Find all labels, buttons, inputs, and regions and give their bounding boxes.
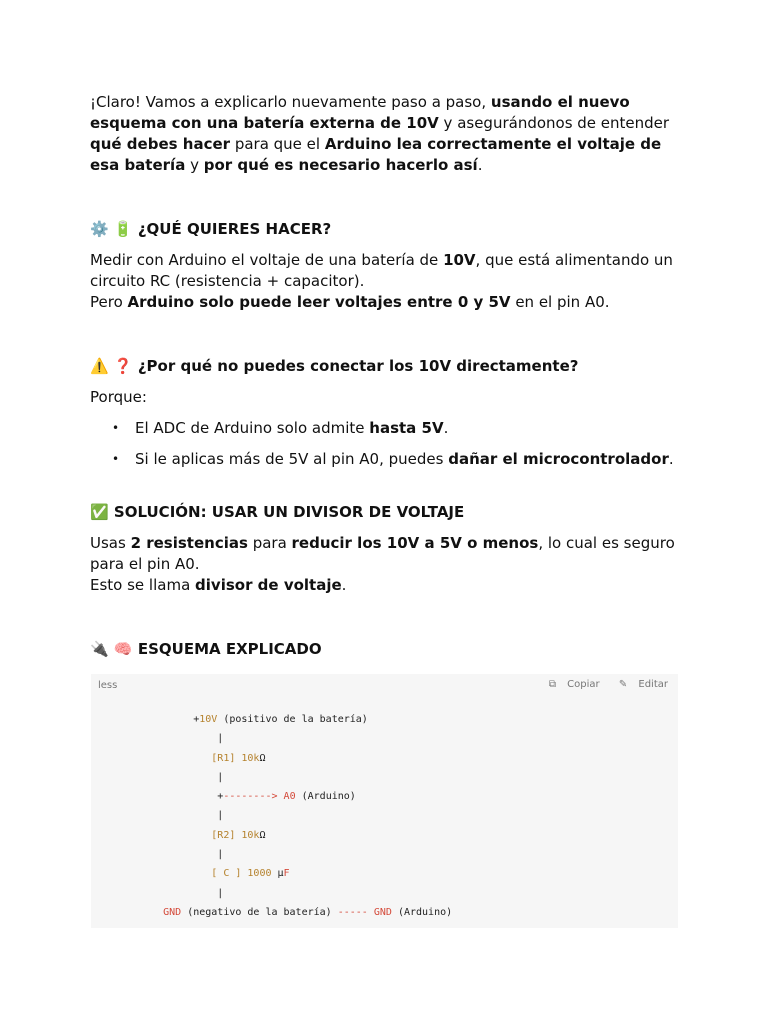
paragraph bbox=[90, 292, 680, 313]
text: en el pin A0. bbox=[510, 293, 610, 311]
text: Usas bbox=[90, 534, 131, 552]
code-token: 10k bbox=[241, 752, 260, 764]
code-token: | bbox=[193, 887, 224, 899]
code-token: | bbox=[193, 810, 224, 822]
code-token: (Arduino) bbox=[391, 906, 453, 918]
brain-icon: 🧠 bbox=[113, 640, 133, 658]
check-icon: ✅ bbox=[90, 503, 109, 521]
copy-icon: ⧉ bbox=[548, 679, 556, 690]
code-token: μ bbox=[271, 868, 284, 880]
section-heading-schema bbox=[90, 638, 680, 660]
code-block bbox=[91, 674, 678, 928]
bold-text: dañar el microcontrolador bbox=[448, 450, 669, 468]
list-item bbox=[90, 418, 680, 439]
code-actions bbox=[533, 679, 668, 690]
copy-button[interactable] bbox=[541, 679, 600, 690]
bold-text: hasta 5V bbox=[369, 419, 444, 437]
code-token: 10V bbox=[199, 714, 218, 725]
code-token: 1000 bbox=[247, 868, 272, 880]
section-heading-why bbox=[90, 355, 680, 377]
reasons-list bbox=[90, 418, 680, 470]
code-token: Ω bbox=[259, 829, 266, 841]
list-item bbox=[90, 449, 680, 470]
text: Si le aplicas más de 5V al pin A0, puedes bbox=[135, 450, 449, 468]
code-token: Ω bbox=[259, 752, 266, 764]
section-heading-what bbox=[90, 218, 680, 240]
code-token: [R2] bbox=[211, 829, 242, 841]
bold-text: divisor de voltaje bbox=[195, 576, 342, 594]
warning-icon: ⚠️ bbox=[90, 357, 109, 375]
plug-icon: 🔌 bbox=[90, 640, 109, 658]
text: El ADC de Arduino solo admite bbox=[135, 419, 370, 437]
paragraph bbox=[90, 533, 680, 575]
code-token: | bbox=[193, 849, 224, 861]
code-token: 10k bbox=[241, 829, 260, 841]
paragraph: Porque: bbox=[90, 388, 147, 406]
code-token: (negativo de la batería) bbox=[181, 906, 338, 918]
edit-icon: ✎ bbox=[618, 679, 628, 690]
bold-text: 2 resistencias bbox=[130, 534, 248, 552]
paragraph bbox=[90, 575, 680, 596]
text: , lo cual es seguro para el pin A0. bbox=[90, 534, 675, 573]
code-token: [R1] bbox=[211, 752, 242, 764]
intro-text: . bbox=[477, 156, 483, 174]
battery-icon: 🔋 bbox=[113, 220, 133, 238]
code-token: (Arduino) bbox=[295, 791, 356, 803]
heading-text: SOLUCIÓN: USAR UN DIVISOR DE VOLTAJE bbox=[113, 503, 465, 521]
code-token: GND bbox=[373, 906, 392, 918]
code-language-label: less bbox=[98, 680, 118, 691]
code-token: F bbox=[283, 868, 290, 880]
text: Pero bbox=[90, 293, 128, 311]
text: Esto se llama bbox=[90, 576, 196, 594]
text: para bbox=[247, 534, 292, 552]
bold-text: reducir los 10V a 5V o menos bbox=[291, 534, 539, 552]
text: , que está alimentando un circuito RC (resistencia + capacitor). bbox=[90, 251, 673, 290]
text: . bbox=[443, 419, 449, 437]
code-header bbox=[91, 674, 678, 698]
gear-icon: ⚙️ bbox=[90, 220, 109, 238]
code-token: (positivo de la batería) bbox=[217, 714, 368, 725]
text: . bbox=[341, 576, 347, 594]
code-token: A0 bbox=[283, 791, 296, 803]
document-content bbox=[90, 92, 680, 670]
code-token: [ C ] bbox=[211, 868, 248, 880]
intro-paragraph bbox=[90, 92, 680, 176]
heading-text: ¿Por qué no puedes conectar los 10V directamente? bbox=[137, 357, 579, 375]
section-heading-solution bbox=[90, 501, 680, 523]
heading-text: ¿QUÉ QUIERES HACER? bbox=[137, 220, 332, 238]
code-token: | bbox=[193, 771, 224, 783]
heading-text: ESQUEMA EXPLICADO bbox=[137, 640, 322, 658]
code-token: --------> bbox=[223, 791, 284, 803]
code-token: + bbox=[193, 791, 224, 803]
intro-text: y bbox=[185, 156, 204, 174]
bold-text: 10V bbox=[443, 251, 476, 269]
intro-bold: qué debes hacer bbox=[90, 135, 231, 153]
intro-text: y asegurándonos de entender bbox=[438, 114, 670, 132]
edit-button[interactable] bbox=[611, 679, 668, 690]
bold-text: Arduino solo puede leer voltajes entre 0 y 5V bbox=[127, 293, 511, 311]
code-token: GND bbox=[163, 906, 182, 918]
intro-text: ¡Claro! Vamos a explicarlo nuevamente paso a paso, bbox=[90, 93, 491, 111]
intro-text: para que el bbox=[230, 135, 325, 153]
code-content bbox=[133, 710, 452, 922]
text: Medir con Arduino el voltaje de una batería de bbox=[90, 251, 444, 269]
intro-bold: Arduino lea correctamente el voltaje de esa batería bbox=[90, 135, 662, 174]
copy-label: Copiar bbox=[567, 679, 600, 690]
code-token: | bbox=[193, 733, 224, 745]
code-token: + bbox=[193, 714, 200, 725]
intro-bold: usando el nuevo esquema con una batería externa de 10V bbox=[90, 93, 630, 132]
question-icon: ❓ bbox=[113, 357, 133, 375]
paragraph bbox=[90, 250, 680, 292]
code-token: ----- bbox=[337, 906, 368, 918]
intro-bold: por qué es necesario hacerlo así bbox=[203, 156, 478, 174]
text: . bbox=[668, 450, 674, 468]
edit-label: Editar bbox=[638, 679, 668, 690]
